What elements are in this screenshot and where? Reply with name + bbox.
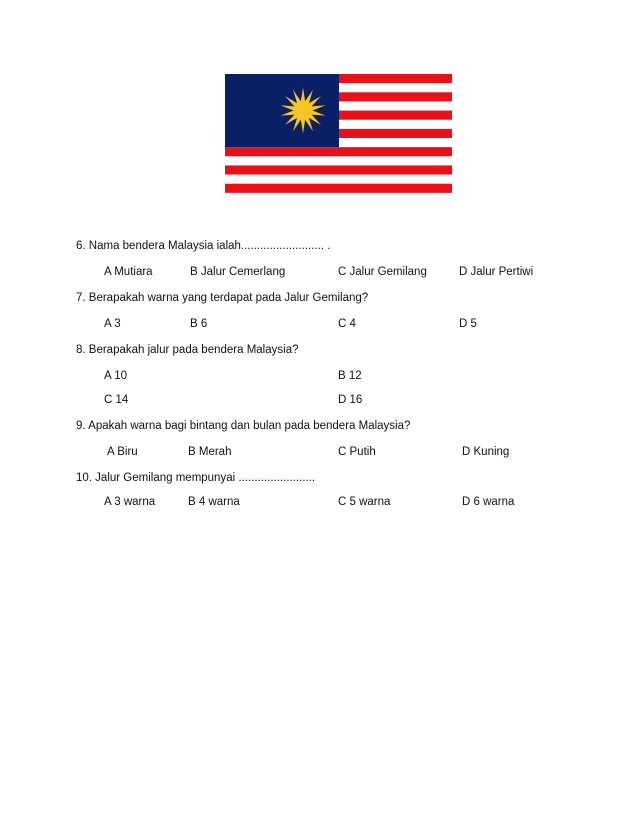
q8-option-a: A 10 (104, 370, 128, 382)
q6-option-d: D Jalur Pertiwi (459, 266, 534, 278)
question-6: 6. Nama bendera Malaysia ialah.......................... . (76, 240, 331, 252)
malaysia-flag-image (225, 74, 452, 202)
q10-option-a: A 3 warna (104, 496, 156, 508)
q10-option-c: C 5 warna (338, 496, 391, 508)
q7-option-b: B 6 (190, 318, 208, 330)
white-stripe (225, 175, 452, 184)
q7-option-c: C 4 (338, 318, 356, 330)
q9-option-a: A Biru (107, 446, 138, 458)
white-stripe (225, 156, 452, 165)
crescent-cutout (247, 89, 291, 133)
question-10: 10. Jalur Gemilang mempunyai ........................ (76, 472, 316, 484)
q8-option-c: C 14 (104, 394, 129, 406)
q6-option-a: A Mutiara (104, 266, 153, 278)
question-7: 7. Berapakah warna yang terdapat pada Jalur Gemilang? (76, 292, 369, 304)
red-stripe (225, 165, 452, 174)
q8-option-b: B 12 (338, 370, 362, 382)
q9-option-c: C Putih (338, 446, 376, 458)
q10-option-b: B 4 warna (188, 496, 240, 508)
q6-option-c: C Jalur Gemilang (338, 266, 427, 278)
red-stripe (225, 184, 452, 193)
q10-option-d: D 6 warna (462, 496, 515, 508)
red-stripe (225, 147, 452, 156)
question-9: 9. Apakah warna bagi bintang dan bulan pada bendera Malaysia? (76, 420, 411, 432)
question-8: 8. Berapakah jalur pada bendera Malaysia? (76, 344, 299, 356)
white-stripe (225, 193, 452, 202)
q7-option-d: D 5 (459, 318, 477, 330)
q8-option-d: D 16 (338, 394, 363, 406)
q9-option-d: D Kuning (462, 446, 510, 458)
q7-option-a: A 3 (104, 318, 121, 330)
q6-option-b: B Jalur Cemerlang (190, 266, 286, 278)
q9-option-b: B Merah (188, 446, 232, 458)
